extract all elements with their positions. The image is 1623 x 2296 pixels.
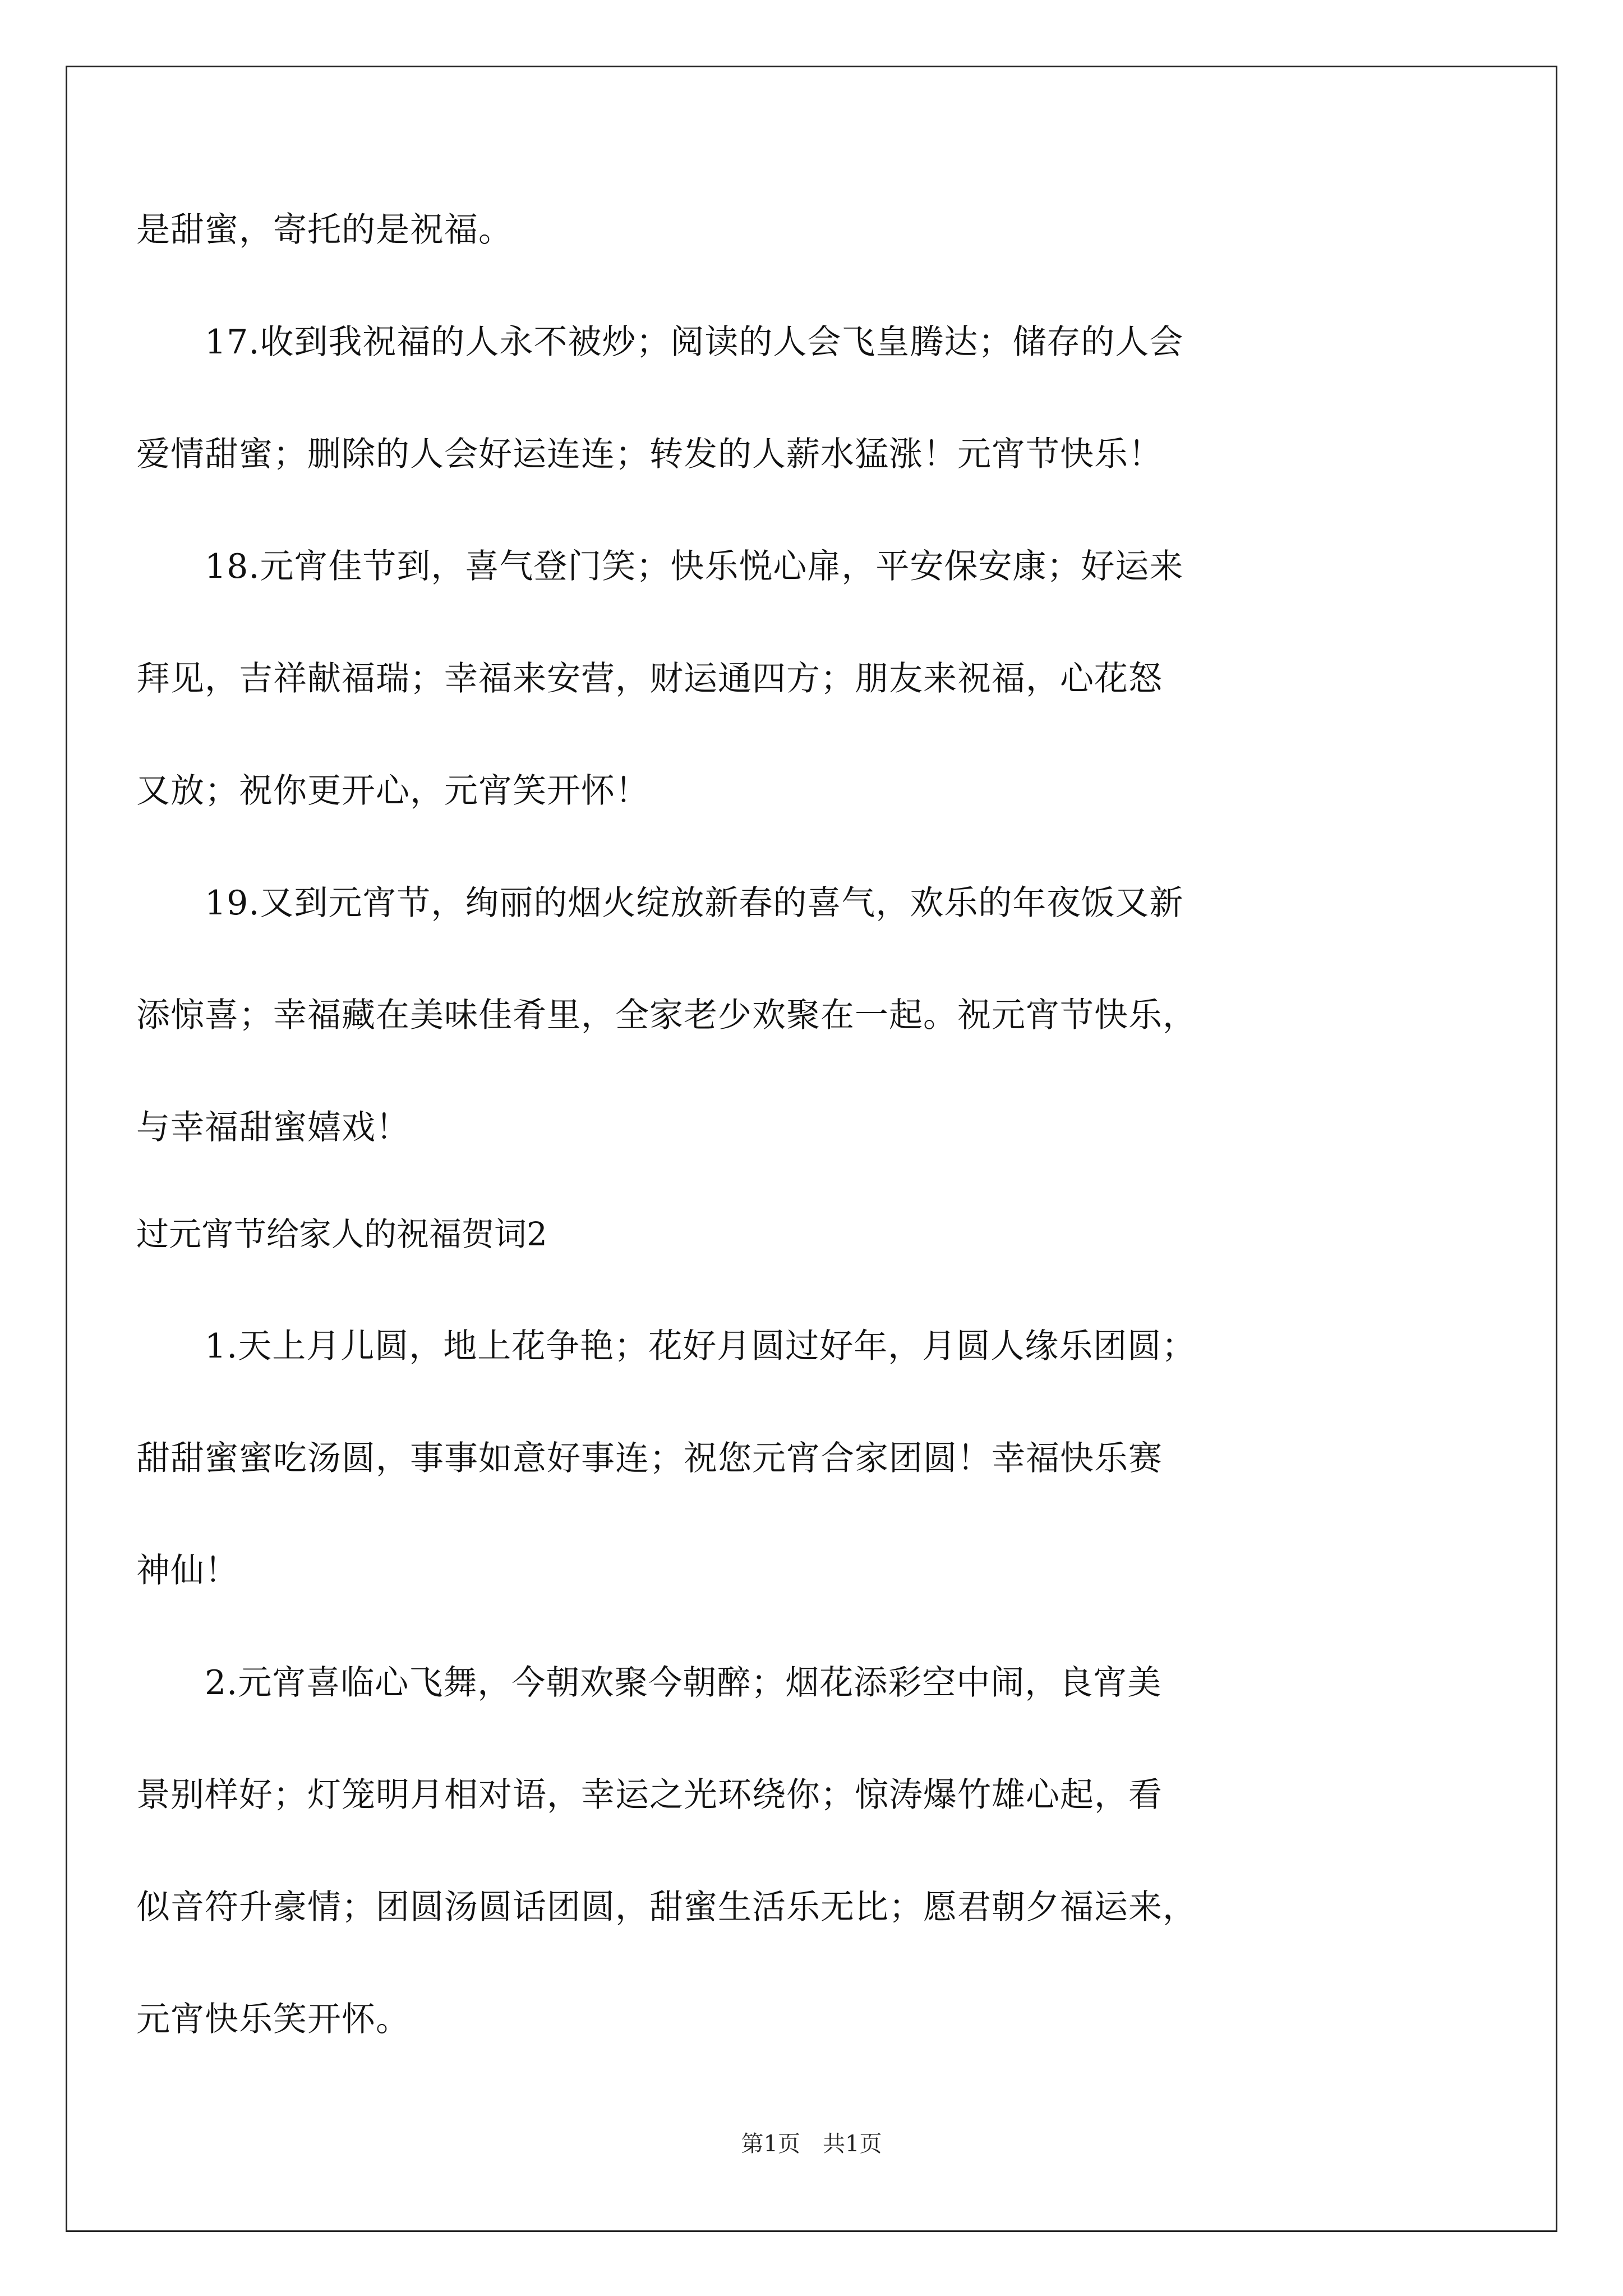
list-item-1-line-3: 神仙！ xyxy=(136,1551,239,1590)
list-item-2-line-1: 2.元宵喜临心飞舞，今朝欢聚今朝醉；烟花添彩空中闹，良宵美 xyxy=(205,1663,1162,1703)
list-item-19-line-2: 添惊喜；幸福藏在美味佳肴里，全家老少欢聚在一起。祝元宵节快乐， xyxy=(136,996,1197,1035)
section-heading: 过元宵节给家人的祝福贺词2 xyxy=(136,1215,547,1253)
list-item-19-line-1: 19.又到元宵节，绚丽的烟火绽放新春的喜气，欢乐的年夜饭又新 xyxy=(205,884,1184,923)
list-item-17-line-1: 17.收到我祝福的人永不被炒；阅读的人会飞皇腾达；储存的人会 xyxy=(205,323,1184,362)
text-line: 是甜蜜，寄托的是祝福。 xyxy=(136,210,513,250)
page-number-footer: 第1页 共1页 xyxy=(741,2131,882,2157)
list-item-2-line-2: 景别样好；灯笼明月相对语，幸运之光环绕你；惊涛爆竹雄心起，看 xyxy=(136,1775,1163,1815)
list-item-2-line-4: 元宵快乐笑开怀。 xyxy=(136,2000,410,2039)
list-item-17-line-2: 爱情甜蜜；删除的人会好运连连；转发的人薪水猛涨！元宵节快乐！ xyxy=(136,435,1163,474)
list-item-19-line-3: 与幸福甜蜜嬉戏！ xyxy=(136,1108,410,1147)
list-item-2-line-3: 似音符升豪情；团圆汤圆话团圆，甜蜜生活乐无比；愿君朝夕福运来， xyxy=(136,1888,1197,1927)
list-item-18-line-2: 拜见，吉祥献福瑞；幸福来安营，财运通四方；朋友来祝福，心花怒 xyxy=(136,659,1163,698)
list-item-18-line-3: 又放；祝你更开心，元宵笑开怀！ xyxy=(136,771,649,811)
list-item-1-line-1: 1.天上月儿圆，地上花争艳；花好月圆过好年，月圆人缘乐团圆； xyxy=(205,1327,1196,1366)
list-item-18-line-1: 18.元宵佳节到，喜气登门笑；快乐悦心扉，平安保安康；好运来 xyxy=(205,547,1184,586)
list-item-1-line-2: 甜甜蜜蜜吃汤圆，事事如意好事连；祝您元宵合家团圆！幸福快乐赛 xyxy=(136,1439,1163,1478)
